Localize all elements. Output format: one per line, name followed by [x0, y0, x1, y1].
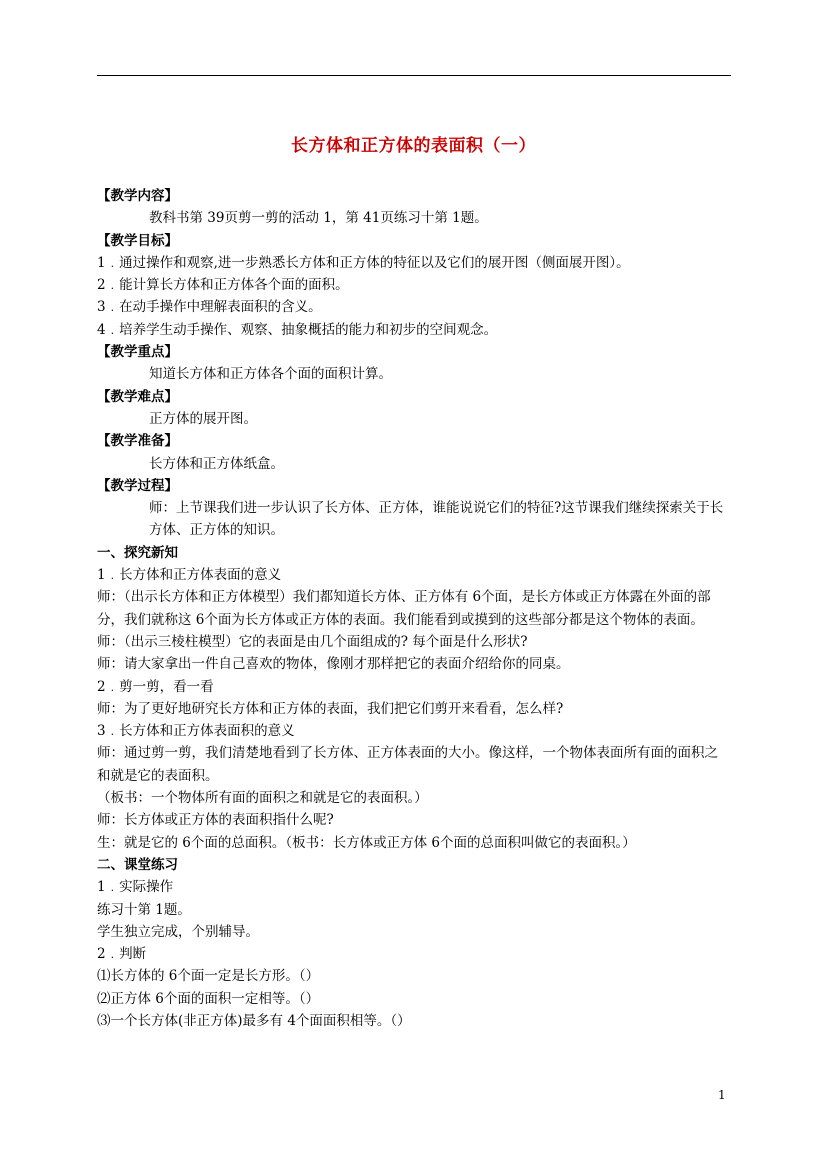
document-body [97, 185, 731, 1032]
text-line: 2﹒剪一剪，看一看 [97, 678, 214, 695]
text-line: （板书：一个物体所有面的面积之和就是它的表面积。） [97, 790, 428, 807]
text-line: 师：（出示长方体和正方体模型）我们都知道长方体、正方体有 6个面，是长方体或正方体露在外面的部分，我们就称这 6个面为长方体或正方体的表面。我们能看到或摸到的这些部分都是这个物体的表面。 [97, 589, 711, 628]
text-line: 生：就是它的 6个面的总面积。（板书：长方体或正方体 6个面的总面积叫做它的表面积。） [97, 834, 636, 851]
section-heading: 【教学内容】 [97, 188, 178, 204]
text-line: 1﹒实际操作 [97, 879, 174, 896]
text-line: 师：请大家拿出一件自己喜欢的物体，像刚才那样把它的表面介绍给你的同桌。 [97, 656, 570, 673]
text-line: 长方体和正方体纸盒。 [149, 455, 284, 472]
section-heading: 二、课堂练习 [97, 856, 178, 873]
header-rule [97, 75, 731, 76]
text-line: 师：长方体或正方体的表面积指什么呢? [97, 812, 334, 829]
text-line: ⑶一个长方体(非正方体)最多有 4个面面积相等。（） [97, 1012, 411, 1029]
section-heading: 【教学目标】 [97, 232, 178, 249]
text-line: 1﹒通过操作和观察,进一步熟悉长方体和正方体的特征以及它们的展开图（侧面展开图）。 [97, 254, 630, 271]
text-line: ⑵正方体 6个面的面积一定相等。（） [97, 990, 320, 1007]
text-line: ⑴长方体的 6个面一定是长方形。（） [97, 968, 320, 985]
text-line: 师：上节课我们进一步认识了长方体、正方体，谁能说说它们的特征?这节课我们继续探索关于长方体、正方体的知识。 [149, 500, 724, 539]
text-line: 教科书第 39页剪一剪的活动 1，第 41页练习十第 1题。 [149, 210, 488, 227]
page-number: 1 [718, 1088, 726, 1102]
document-title: 长方体和正方体的表面积（一） [291, 136, 536, 156]
section-heading: 【教学过程】 [97, 477, 178, 494]
text-line: 2﹒能计算长方体和正方体各个面的面积。 [97, 277, 349, 294]
text-line: 师：通过剪一剪，我们清楚地看到了长方体、正方体表面的大小。像这样，一个物体表面所有面的面积之和就是它的表面积。 [97, 745, 718, 784]
section-heading: 【教学准备】 [97, 433, 178, 450]
text-line: 正方体的展开图。 [149, 410, 257, 427]
text-line: 师：为了更好地研究长方体和正方体的表面，我们把它们剪开来看看，怎么样? [97, 700, 564, 717]
text-line: 3﹒在动手操作中理解表面积的含义。 [97, 299, 322, 316]
section-heading: 【教学重点】 [97, 344, 178, 361]
text-line: 1﹒长方体和正方体表面的意义 [97, 567, 282, 584]
section-heading: 一、探究新知 [97, 544, 178, 561]
text-line: 4﹒培养学生动手操作、观察、抽象概括的能力和初步的空间观念。 [97, 321, 498, 338]
section-heading: 【教学难点】 [97, 388, 178, 405]
text-line: 学生独立完成，个别辅导。 [97, 923, 259, 940]
text-line: 练习十第 1题。 [97, 901, 191, 918]
text-line: 3﹒长方体和正方体表面积的意义 [97, 723, 295, 740]
text-line: 师：（出示三棱柱模型）它的表面是由几个面组成的? 每个面是什么形状? [97, 633, 528, 650]
text-line: 2﹒判断 [97, 946, 147, 963]
text-line: 知道长方体和正方体各个面的面积计算。 [149, 366, 392, 383]
